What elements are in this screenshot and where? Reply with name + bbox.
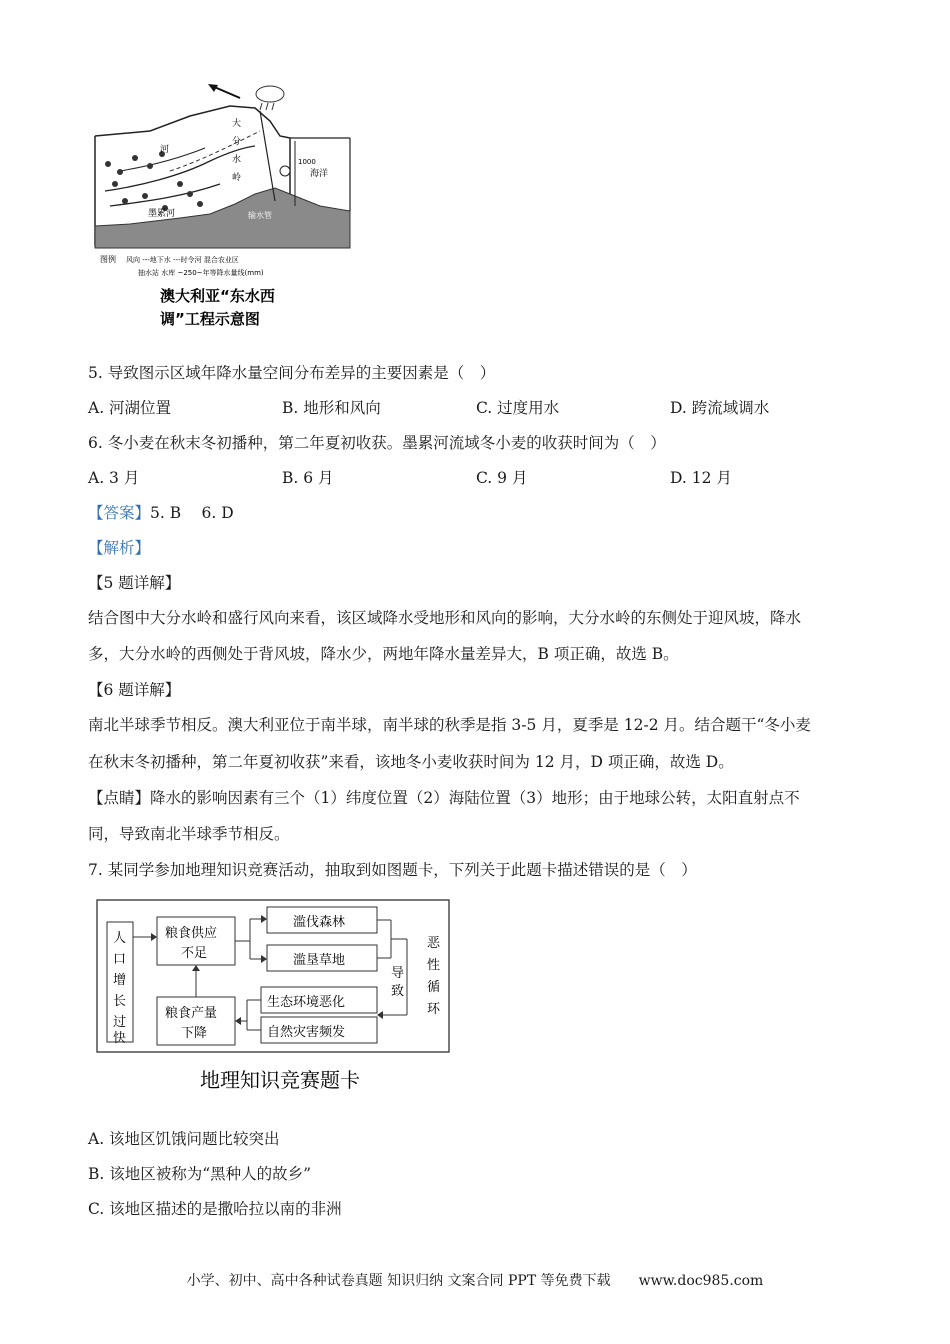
figure1-caption-line2: 调”工程示意图 <box>160 310 260 328</box>
diversion-diagram-svg <box>90 76 360 331</box>
label-river: 河 <box>160 145 170 155</box>
q5-option-b: B. 地形和风向 <box>282 399 381 417</box>
label-divide-2: 分 <box>232 137 242 147</box>
analysis-tag: 【解析】 <box>88 539 151 557</box>
eco-worse-box: 生态环境恶化 <box>267 995 346 1010</box>
q6-stem: 6. 冬小麦在秋末冬初播种，第二年夏初收获。墨累河流域冬小麦的收获时间为（ ） <box>88 434 666 452</box>
q5-option-a: A. 河湖位置 <box>88 399 172 417</box>
disaster-box: 自然灾害频发 <box>267 1025 346 1040</box>
tip-text1: 降水的影响因素有三个（1）纬度位置（2）海陆位置（3）地形；由于地球公转，太阳直射点不 <box>150 789 800 807</box>
q7-option-b: B. 该地区被称为“黑种人的故乡” <box>88 1165 312 1183</box>
q6-option-a: A. 3 月 <box>88 469 140 487</box>
q7-option-a: A. 该地区饥饿问题比较突出 <box>88 1130 280 1148</box>
detail6-tag: 【6 题详解】 <box>88 681 181 699</box>
label-divide-3: 水 <box>232 155 242 165</box>
figure-quiz-card <box>95 897 455 1102</box>
yield-drop-line2: 下降 <box>181 1026 208 1041</box>
left-box-char-4: 长 <box>113 994 127 1009</box>
q6-option-c: C. 9 月 <box>476 469 528 487</box>
figure-water-diversion-diagram <box>90 76 360 331</box>
lead-char-2: 致 <box>391 984 405 999</box>
lead-char-1: 导 <box>391 966 405 981</box>
legend-row1: 风向 ---地下水 ---时令河 混合农业区 <box>126 256 239 264</box>
food-shortage-line2: 不足 <box>181 946 208 961</box>
detail5-line1: 结合图中大分水岭和盛行风向来看，该区域降水受地形和风向的影响，大分水岭的东侧处于迎风坡，降水 <box>88 609 802 627</box>
page-footer: 小学、初中、高中各种试卷真题 知识归纳 文案合同 PPT 等免费下载 www.doc985.com <box>186 1273 764 1289</box>
label-ocean: 海洋 <box>310 169 329 179</box>
food-shortage-line1: 粮食供应 <box>165 926 218 941</box>
answer-tag: 【答案】 <box>88 504 151 522</box>
yield-drop-line1: 粮食产量 <box>165 1006 218 1021</box>
detail5-line2: 多，大分水岭的西侧处于背风坡，降水少，两地年降水量差异大，B 项正确，故选 B。 <box>88 645 679 663</box>
left-box-char-3: 增 <box>113 973 127 988</box>
q5-option-d: D. 跨流域调水 <box>670 399 770 417</box>
left-box-char-5: 过 <box>113 1015 127 1030</box>
answer-text: 5. B 6. D <box>150 504 234 522</box>
detail5-tag: 【5 题详解】 <box>88 574 181 592</box>
tip-line2: 同，导致南北半球季节相反。 <box>88 825 290 843</box>
label-isohyet: 1000 <box>298 158 316 166</box>
vicious-char-1: 恶 <box>427 936 441 951</box>
label-mo-river: 墨累河 <box>148 209 176 219</box>
answer-line <box>88 501 234 523</box>
figure1-caption-line1: 澳大利亚“东水西 <box>160 287 275 305</box>
quiz-card-svg <box>95 897 455 1102</box>
left-box-char-6: 快 <box>113 1031 127 1046</box>
detail6-line2: 在秋末冬初播种，第二年夏初收获”来看，该地冬小麦收获时间为 12 月，D 项正确，故选 D。 <box>88 753 734 771</box>
q5-stem: 5. 导致图示区域年降水量空间分布差异的主要因素是（ ） <box>88 364 496 382</box>
left-box-char-2: 口 <box>113 952 127 967</box>
left-box-char-1: 人 <box>113 931 127 946</box>
vicious-char-2: 性 <box>427 958 441 973</box>
overgraze-box: 滥垦草地 <box>293 953 346 968</box>
deforest-box: 滥伐森林 <box>293 915 346 930</box>
legend-title: 图例 <box>100 255 116 264</box>
detail6-line1: 南北半球季节相反。澳大利亚位于南半球，南半球的秋季是指 3-5 月，夏季是 12-2 月。结合题干“冬小麦 <box>88 716 811 734</box>
vicious-char-4: 环 <box>427 1002 441 1017</box>
q6-option-d: D. 12 月 <box>670 469 732 487</box>
legend-row2: 抽水站 水库 ~250~年等降水量线(mm) <box>138 269 264 277</box>
q7-stem: 7. 某同学参加地理知识竞赛活动，抽取到如图题卡，下列关于此题卡描述错误的是（ ） <box>88 861 697 879</box>
q6-option-b: B. 6 月 <box>282 469 334 487</box>
q5-option-c: C. 过度用水 <box>476 399 560 417</box>
label-pipe: 输水管 <box>248 211 272 220</box>
tip-line1 <box>88 786 800 808</box>
figure2-caption: 地理知识竞赛题卡 <box>200 1068 360 1092</box>
label-divide-4: 岭 <box>232 173 242 183</box>
label-divide-1: 大 <box>232 119 242 129</box>
q7-option-c: C. 该地区描述的是撒哈拉以南的非洲 <box>88 1200 342 1218</box>
tip-tag: 【点睛】 <box>88 789 151 807</box>
vicious-char-3: 循 <box>427 980 441 995</box>
